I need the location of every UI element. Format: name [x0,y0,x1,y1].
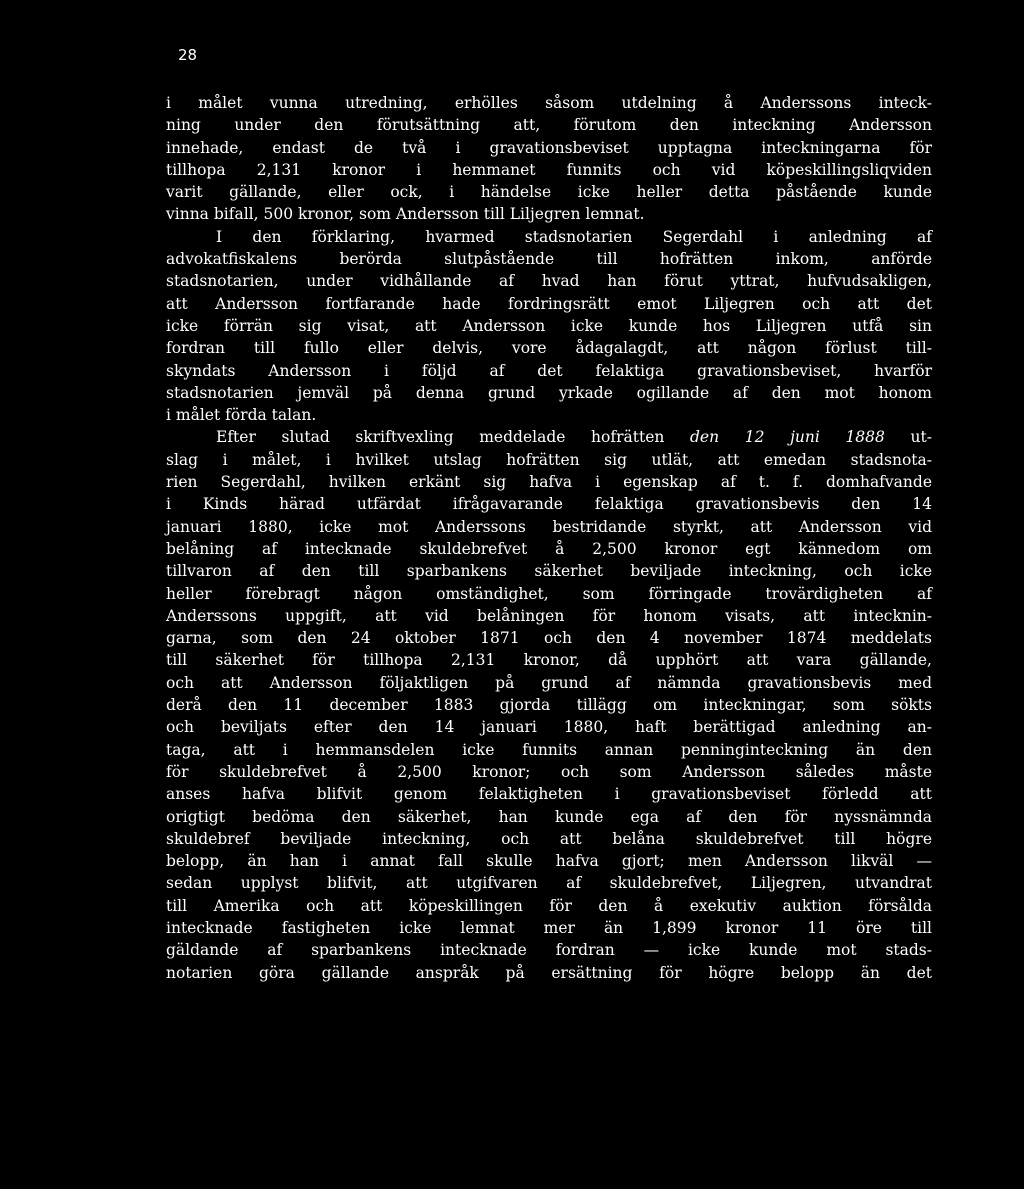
text-line: för skuldebrefvet å 2,500 kronor; och som Andersson således måste [166,762,932,781]
text-line: tillhopa 2,131 kronor i hemmanet funnits och vid köpeskillingsliqviden [166,160,932,179]
text-line: ning under den förutsättning att, förutom den inteckning Andersson [166,116,932,135]
text-line: stadsnotarien jemväl på denna grund yrkade ogillande af den mot honom [166,383,932,402]
text-line: slag i målet, i hvilket utslag hofrätten sig utlät, att emedan stadsnota- [166,450,932,469]
text-line: januari 1880, icke mot Anderssons bestridande styrkt, att Andersson vid [166,517,932,536]
text-line: och att Andersson följaktligen på grund af nämnda gravationsbevis med [166,673,932,692]
text-line: belåning af intecknade skuldebrefvet å 2,500 kronor egt kännedom om [166,539,932,558]
text-line: intecknade fastigheten icke lemnat mer än 1,899 kronor 11 öre till [166,918,932,937]
text-line: icke förrän sig visat, att Andersson icke kunde hos Liljegren utfå sin [166,316,932,335]
text-line: Anderssons uppgift, att vid belåningen för honom visats, att intecknin- [166,606,932,625]
text-line: fordran till fullo eller delvis, vore ådagalagdt, att någon förlust till- [166,339,932,358]
text-line: vinna bifall, 500 kronor, som Andersson till Liljegren lemnat. [166,205,645,224]
text-line: origtigt bedöma den säkerhet, han kunde ega af den för nyssnämnda [166,807,932,826]
text-line: i målet förda talan. [166,406,317,425]
text-line: att Andersson fortfarande hade fordringsrätt emot Liljegren och att det [166,294,932,313]
text-line: anses hafva blifvit genom felaktigheten i gravationsbeviset förledd att [166,785,932,804]
text-line: varit gällande, eller ock, i händelse icke heller detta påstående kunde [166,183,932,202]
text-line: till säkerhet för tillhopa 2,131 kronor, då upphört att vara gällande, [166,651,932,670]
text-line: och beviljats efter den 14 januari 1880, haft berättigad anledning an- [166,718,932,737]
text-line: notarien göra gällande anspråk på ersättning för högre belopp än det [166,963,932,982]
text-line: advokatfiskalens berörda slutpåstående till hofrätten inkom, anförde [166,250,932,269]
text-line: till Amerika och att köpeskillingen för den å exekutiv auktion försålda [166,896,932,915]
text-line: i målet vunna utredning, erhölles såsom utdelning å Anderssons inteck- [166,94,932,112]
text-line: derå den 11 december 1883 gjorda tillägg om inteckningar, som sökts [166,696,932,715]
text-line: gäldande af sparbankens intecknade fordran — icke kunde mot stads- [166,941,932,960]
body-text [166,92,932,984]
text-line: i Kinds härad utfärdat ifrågavarande felaktiga gravationsbevis den 14 [166,495,932,514]
text-line: innehade, endast de två i gravationsbeviset upptagna inteckningarna för [166,138,932,157]
text-line: belopp, än han i annat fall skulle hafva gjort; men Andersson likväl — [166,852,932,871]
text-line: skuldebref beviljade inteckning, och att belåna skuldebrefvet till högre [166,829,932,848]
text-line: stadsnotarien, under vidhållande af hvad han förut yttrat, hufvudsakligen, [166,272,932,291]
page-number: 28 [178,46,198,64]
text-line: sedan upplyst blifvit, att utgifvaren af skuldebrefvet, Liljegren, utvandrat [166,874,932,893]
text-line: tillvaron af den till sparbankens säkerhet beviljade inteckning, och icke [166,562,932,581]
text-line: taga, att i hemmansdelen icke funnits annan penninginteckning än den [166,740,932,759]
text-line: rien Segerdahl, hvilken erkänt sig hafva i egenskap af t. f. domhafvande [166,473,932,492]
text-line: I den förklaring, hvarmed stadsnotarien Segerdahl i anledning af [216,227,932,246]
text-line: heller förebragt någon omständighet, som förringade trovärdigheten af [166,584,932,603]
text-line: garna, som den 24 oktober 1871 och den 4 november 1874 meddelats [166,629,932,648]
text-line: Efter slutad skriftvexling meddelade hofrätten den 12 juni 1888 ut- [216,428,932,447]
text-line: skyndats Andersson i följd af det felaktiga gravationsbeviset, hvarför [166,361,932,380]
